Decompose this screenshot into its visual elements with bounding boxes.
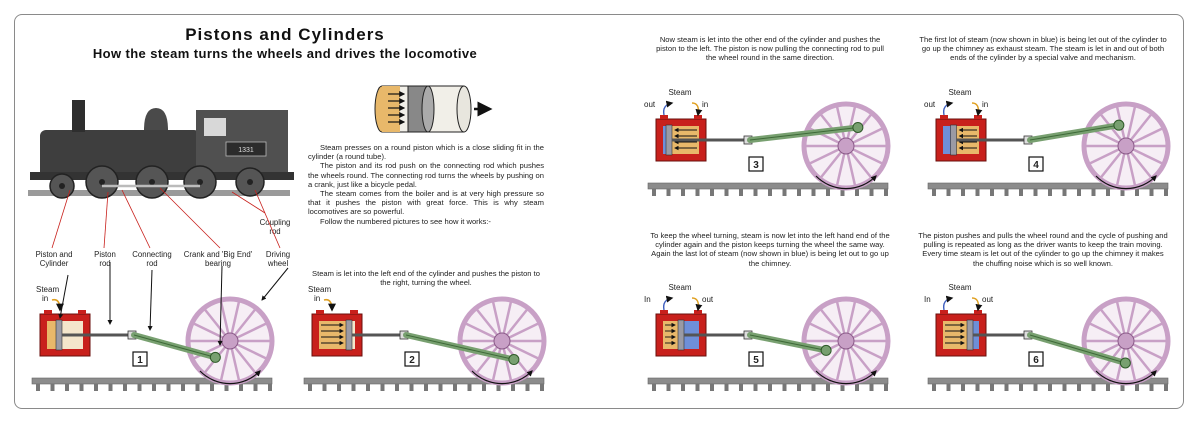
in-label: in	[42, 294, 49, 303]
sleeper	[36, 384, 40, 391]
steam-in-arrow	[324, 300, 332, 310]
sleeper	[947, 384, 951, 391]
steam-label: Steam	[668, 88, 692, 97]
sleeper	[783, 384, 787, 391]
page-subtitle: How the steam turns the wheels and drives the locomotive	[92, 46, 478, 61]
wheel-hub	[222, 333, 238, 349]
loco-hub	[59, 183, 65, 189]
sleeper	[725, 384, 729, 391]
label-leader-arrow	[262, 268, 288, 300]
sleeper	[870, 189, 874, 196]
sleeper	[152, 384, 156, 391]
loco-boiler	[40, 130, 200, 178]
sleeper	[855, 384, 859, 391]
loco-leader-line	[122, 190, 150, 248]
sleeper	[482, 384, 486, 391]
wheel-hub	[838, 138, 854, 154]
sleeper	[1164, 189, 1168, 196]
sleeper	[1150, 189, 1154, 196]
sleeper	[1063, 384, 1067, 391]
sleeper	[424, 384, 428, 391]
piston	[56, 320, 62, 350]
sleeper	[94, 384, 98, 391]
sleeper	[167, 384, 171, 391]
sleeper	[1063, 189, 1067, 196]
sleeper	[51, 384, 55, 391]
piston	[666, 125, 672, 155]
steam-label: Steam	[36, 285, 60, 294]
steam-label: Steam	[948, 88, 972, 97]
sleeper	[1048, 384, 1052, 391]
sleeper	[1092, 189, 1096, 196]
sleeper	[1150, 384, 1154, 391]
sleeper	[410, 384, 414, 391]
crank-pin	[1120, 358, 1130, 368]
piston-face	[422, 86, 434, 132]
sleeper	[710, 384, 714, 391]
intro-paragraph-4: Follow the numbered pictures to see how it works:-	[320, 216, 491, 226]
sleeper	[80, 384, 84, 391]
caption-panel-2: Steam is let into the left end of the cylinder and pushes the piston to the right, turning the wheel.	[312, 269, 540, 288]
wheel-hub	[494, 333, 510, 349]
loco-hub	[99, 179, 105, 185]
sleeper	[109, 384, 113, 391]
label-driving-wheel: Driving wheel	[265, 250, 291, 268]
sleeper	[65, 384, 69, 391]
port-label-right: out	[982, 295, 994, 304]
label-piston-cylinder: Piston and Cylinder	[35, 250, 73, 268]
port-label-left: out	[924, 100, 936, 109]
sleeper	[976, 384, 980, 391]
sleeper	[1019, 189, 1023, 196]
sleeper	[323, 384, 327, 391]
loco-leader-line	[255, 190, 280, 248]
steam-port-right	[974, 115, 982, 119]
crank-pin	[1114, 120, 1124, 130]
steam-label: Steam	[948, 283, 972, 292]
mechanism-panel-4	[924, 88, 1168, 196]
sleeper	[511, 384, 515, 391]
loco-leader-line	[104, 192, 108, 248]
sleeper	[739, 384, 743, 391]
sleeper	[123, 384, 127, 391]
cylinder-end	[457, 86, 471, 132]
caption-panel-5: To keep the wheel turning, steam is now let into the left hand end of the cylinder again and the piston keeps turning the wheel the same way. Again the last lot of steam (now shown in blue) is being let out to go up the chimney.	[650, 231, 890, 268]
sleeper	[1135, 189, 1139, 196]
sleeper	[696, 189, 700, 196]
sleeper	[768, 189, 772, 196]
sleeper	[540, 384, 544, 391]
sleeper	[1048, 189, 1052, 196]
steam-port-right	[974, 310, 982, 314]
left-chamber	[943, 126, 951, 154]
intro-paragraph-2: The piston and its rod push on the connecting rod which pushes the wheels round. The connecting rod turns the wheels by pushing on a crank, just like a bicycle pedal.	[308, 161, 544, 189]
sleeper	[884, 384, 888, 391]
sleeper	[870, 384, 874, 391]
sleeper	[1092, 384, 1096, 391]
sleeper	[138, 384, 142, 391]
loco-chimney	[72, 100, 85, 132]
steam-port-arrow-left	[944, 298, 952, 310]
sleeper	[797, 384, 801, 391]
steam-port-left	[316, 310, 324, 314]
sleeper	[961, 384, 965, 391]
panel-number: 1	[137, 355, 143, 366]
in-label: in	[314, 294, 321, 303]
sleeper	[337, 384, 341, 391]
mechanism-panel-3	[644, 88, 888, 196]
sleeper	[254, 384, 258, 391]
sleeper	[768, 384, 772, 391]
port-label-right: in	[702, 100, 709, 109]
sleeper	[754, 384, 758, 391]
steam-in-arrow	[52, 300, 60, 310]
cylinder-illustration	[375, 86, 490, 132]
sleeper	[667, 384, 671, 391]
sleeper	[1019, 384, 1023, 391]
sleeper	[855, 189, 859, 196]
caption-panel-3: Now steam is let into the other end of the cylinder and pushes the piston to the left. The piston is now pulling the connecting rod to pull the wheel round in the same direction.	[656, 35, 884, 63]
sleeper	[652, 189, 656, 196]
sleeper	[1005, 384, 1009, 391]
piston	[951, 125, 957, 155]
caption-panel-6: The piston pushes and pulls the wheel round and the cycle of pushing and pulling is repeated as long as the driver wants to keep the train moving. Every time steam is let out of the cylinder to go up the chimney it makes the chuffing noise which is so well known.	[918, 231, 1168, 268]
sleeper	[1077, 384, 1081, 391]
loco-hub	[197, 179, 203, 185]
sleeper	[210, 384, 214, 391]
sleeper	[884, 189, 888, 196]
piston	[967, 320, 973, 350]
crank-pin	[821, 345, 831, 355]
left-chamber	[663, 126, 666, 154]
loco-hub	[247, 179, 253, 185]
steam-port-arrow-right	[692, 103, 698, 115]
sleeper	[754, 189, 758, 196]
panel-number: 5	[753, 355, 759, 366]
sleeper	[812, 384, 816, 391]
piston	[678, 320, 684, 350]
sleeper	[739, 189, 743, 196]
sleeper	[681, 189, 685, 196]
port-label-left: out	[644, 100, 656, 109]
page-title: Pistons and Cylinders	[185, 25, 385, 44]
sleeper	[1005, 189, 1009, 196]
loco-leader-line	[160, 188, 220, 248]
loco-number-text: 1331	[238, 147, 254, 154]
sleeper	[725, 189, 729, 196]
steam-port-right	[78, 310, 86, 314]
steam-port-right	[350, 310, 358, 314]
sleeper	[526, 384, 530, 391]
sleeper	[181, 384, 185, 391]
port-label-right: in	[982, 100, 989, 109]
sleeper	[1077, 189, 1081, 196]
loco-hub	[149, 179, 155, 185]
label-leader-arrow	[150, 270, 152, 330]
sleeper	[1164, 384, 1168, 391]
sleeper	[990, 189, 994, 196]
locomotive-photo	[28, 100, 294, 248]
sleeper	[268, 384, 272, 391]
sleeper	[826, 189, 830, 196]
label-piston-rod: Piston rod	[94, 250, 116, 268]
steam-port-left	[660, 310, 668, 314]
port-label-left: In	[924, 295, 931, 304]
sleeper	[652, 384, 656, 391]
wheel-hub	[1118, 138, 1134, 154]
steam-port-arrow-right	[972, 298, 978, 310]
steam-port-left	[940, 115, 948, 119]
steam-port-left	[940, 310, 948, 314]
loco-dome	[144, 108, 168, 130]
intro-paragraph-3: The steam comes from the boiler and is at very high pressure so that it pushes the piston with great force. This is why steam locomotives are so powerful.	[308, 189, 544, 217]
panel-number: 4	[1033, 160, 1039, 171]
sleeper	[783, 189, 787, 196]
left-chamber	[47, 321, 56, 349]
mechanism-panel-5	[644, 283, 888, 391]
steam-port-arrow-left	[664, 298, 672, 310]
steam-port-arrow-right	[972, 103, 978, 115]
steam-port-left	[44, 310, 52, 314]
piston	[346, 320, 352, 350]
panel-number: 2	[409, 355, 415, 366]
steam-port-left	[660, 115, 668, 119]
sleeper	[932, 384, 936, 391]
label-coupling-rod: Coupling rod	[259, 218, 291, 236]
wheel-hub	[1118, 333, 1134, 349]
sleeper	[1135, 384, 1139, 391]
sleeper	[366, 384, 370, 391]
sleeper	[468, 384, 472, 391]
steam-label: Steam	[308, 285, 332, 294]
steam-port-arrow-left	[944, 103, 952, 115]
sleeper	[308, 384, 312, 391]
mechanism-panel-1	[32, 262, 288, 391]
sleeper	[710, 189, 714, 196]
sleeper	[990, 384, 994, 391]
sleeper	[681, 384, 685, 391]
mechanism-panel-6	[924, 283, 1168, 391]
steam-label: Steam	[668, 283, 692, 292]
sleeper	[812, 189, 816, 196]
crank-pin	[509, 355, 519, 365]
sleeper	[667, 189, 671, 196]
sleeper	[1106, 189, 1110, 196]
intro-paragraph-1: Steam presses on a round piston which is a close sliding fit in the cylinder (a round tube).	[308, 143, 544, 162]
loco-cab-window	[204, 118, 226, 136]
sleeper	[826, 384, 830, 391]
steam-port-right	[694, 310, 702, 314]
steam-port-arrow-left	[664, 103, 672, 115]
panel-number: 3	[753, 160, 759, 171]
port-label-left: In	[644, 295, 651, 304]
mechanism-panel-2	[304, 285, 544, 391]
sleeper	[395, 384, 399, 391]
crank-pin	[210, 352, 220, 362]
sleeper	[239, 384, 243, 391]
sleeper	[439, 384, 443, 391]
wheel-hub	[838, 333, 854, 349]
sleeper	[932, 189, 936, 196]
port-label-right: out	[702, 295, 714, 304]
sleeper	[196, 384, 200, 391]
steam-port-arrow-right	[692, 298, 698, 310]
sleeper	[1034, 384, 1038, 391]
label-connecting-rod: Connecting rod	[132, 250, 172, 268]
sleeper	[976, 189, 980, 196]
sleeper	[381, 384, 385, 391]
crank-pin	[853, 122, 863, 132]
caption-panel-4: The first lot of steam (now shown in blue) is being let out of the cylinder to go up the chimney as exhaust steam. The steam is let in and out of both ends of the cylinder by a special valve and mechanism.	[919, 35, 1167, 63]
steam-port-right	[694, 115, 702, 119]
sleeper	[453, 384, 457, 391]
sleeper	[352, 384, 356, 391]
panel-number: 6	[1033, 355, 1039, 366]
sleeper	[696, 384, 700, 391]
label-leader-arrow	[60, 275, 68, 318]
steam-fill	[382, 86, 400, 132]
label-crank-big-end: Crank and 'Big End' bearing	[183, 250, 253, 268]
sleeper	[1106, 384, 1110, 391]
sleeper	[1034, 189, 1038, 196]
sleeper	[961, 189, 965, 196]
sleeper	[947, 189, 951, 196]
sleeper	[797, 189, 801, 196]
